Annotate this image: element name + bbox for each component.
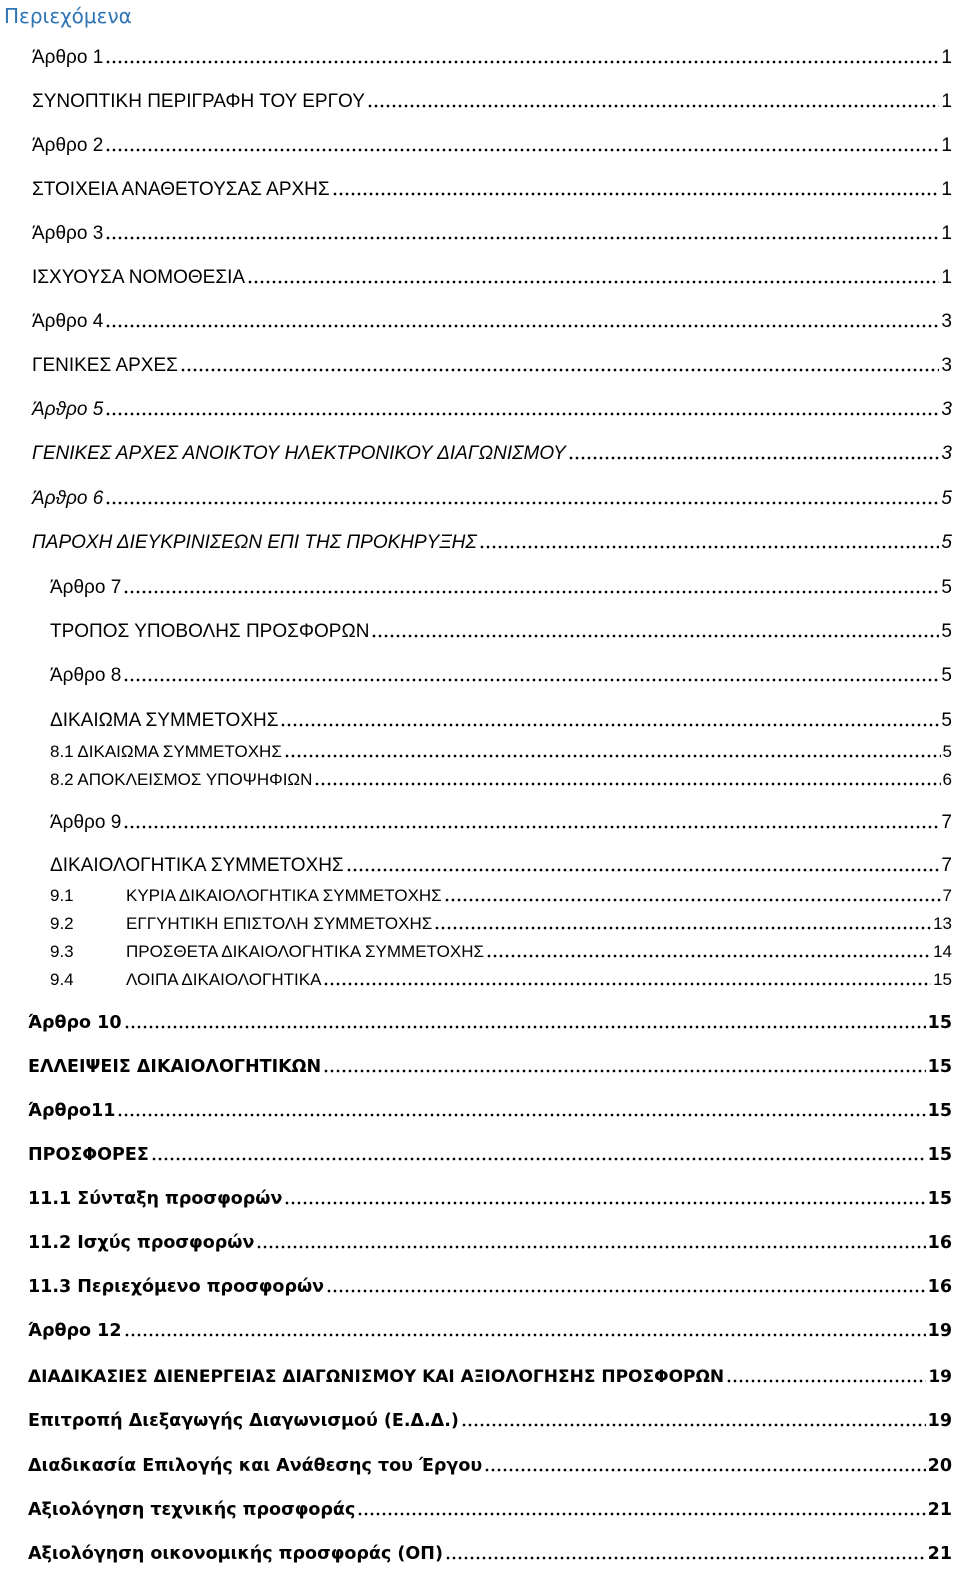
- toc-entry-page: 5: [941, 488, 960, 510]
- toc-entry-text: ΚΥΡΙΑ ΔΙΚΑΙΟΛΟΓΗΤΙΚΑ ΣΥΜΜΕΤΟΧΗΣ: [126, 886, 442, 905]
- toc-entry-page: 16: [928, 1277, 960, 1297]
- toc-entry[interactable]: [0, 1228, 960, 1258]
- toc-entry-page: 15: [928, 1101, 960, 1121]
- toc-entry-page: 20: [928, 1456, 960, 1476]
- toc-entry-label: Άρθρο 12: [0, 1321, 122, 1341]
- dot-leader: [124, 1333, 926, 1337]
- toc-entry-label: Άρθρο 7: [0, 577, 121, 599]
- toc-entry[interactable]: [0, 263, 960, 293]
- dot-leader: [371, 634, 939, 638]
- dot-leader: [323, 1069, 925, 1073]
- dot-leader: [256, 1245, 925, 1249]
- toc-entry[interactable]: [0, 851, 960, 881]
- toc-title: Περιεχόμενα: [4, 4, 132, 28]
- toc-entry-page: 1: [941, 267, 960, 289]
- toc-entry-label: Άρθρο11: [0, 1101, 115, 1121]
- toc-entry[interactable]: [0, 967, 960, 993]
- toc-entry-page: 5: [941, 665, 960, 687]
- toc-entry[interactable]: [0, 1316, 960, 1346]
- toc-entry-page: 7: [941, 812, 960, 834]
- dot-leader: [332, 192, 940, 196]
- toc-entry[interactable]: [0, 1008, 960, 1038]
- toc-entry[interactable]: [0, 767, 960, 793]
- toc-entry-page: 1: [941, 179, 960, 201]
- toc-entry[interactable]: [0, 1184, 960, 1214]
- toc-entry-label: Άρθρο 10: [0, 1013, 122, 1033]
- toc-entry[interactable]: [0, 808, 960, 838]
- toc-entry-label: 11.3 Περιεχόμενο προσφορών: [0, 1277, 324, 1297]
- dot-leader: [123, 678, 939, 682]
- toc-entry-label: 11.2 Ισχύς προσφορών: [0, 1233, 254, 1253]
- toc-entry-page: 15: [933, 970, 960, 990]
- dot-leader: [486, 954, 931, 958]
- dot-leader: [105, 324, 939, 328]
- toc-entry-page: 3: [941, 311, 960, 333]
- toc-entry-page: 1: [941, 223, 960, 245]
- toc-entry-label: Άρθρο 9: [0, 812, 121, 834]
- toc-entry[interactable]: [0, 87, 960, 117]
- toc-entry-page: 3: [941, 355, 960, 377]
- toc-entry[interactable]: [0, 484, 960, 514]
- toc-entry[interactable]: [0, 131, 960, 161]
- toc-entry-label: Επιτροπή Διεξαγωγής Διαγωνισμού (Ε.Δ.Δ.): [0, 1411, 459, 1431]
- toc-entry-number: 9.3: [50, 942, 74, 961]
- toc-entry-page: 3: [941, 399, 960, 421]
- dot-leader: [568, 456, 940, 460]
- toc-entry-page: 5: [941, 577, 960, 599]
- toc-entry[interactable]: [0, 1140, 960, 1170]
- toc-entry-page: 19: [928, 1367, 960, 1387]
- toc-entry-label: Άρθρο 1: [0, 47, 103, 69]
- toc-entry[interactable]: [0, 307, 960, 337]
- toc-entry[interactable]: [0, 939, 960, 965]
- toc-entry-label: Αξιολόγηση τεχνικής προσφοράς: [0, 1500, 355, 1520]
- toc-entry[interactable]: [0, 1451, 960, 1481]
- toc-entry-label: ΣΤΟΙΧΕΙΑ ΑΝΑΘΕΤΟΥΣΑΣ ΑΡΧΗΣ: [0, 179, 330, 201]
- toc-entry-label: 8.2 ΑΠΟΚΛΕΙΣΜΟΣ ΥΠΟΨΗΦΙΩΝ: [0, 770, 312, 790]
- toc-entry-label: ΓΕΝΙΚΕΣ ΑΡΧΕΣ: [0, 355, 178, 377]
- dot-leader: [326, 1289, 926, 1293]
- toc-entry[interactable]: [0, 739, 960, 765]
- toc-entry-page: 5: [943, 742, 960, 762]
- dot-leader: [346, 868, 940, 872]
- toc-entry[interactable]: [0, 1052, 960, 1082]
- dot-leader: [123, 825, 939, 829]
- toc-entry-label: Άρϑρο 5: [0, 399, 103, 421]
- toc-entry-label: [0, 942, 484, 962]
- dot-leader: [105, 60, 939, 64]
- toc-entry-text: ΠΡΟΣΘΕΤΑ ΔΙΚΑΙΟΛΟΓΗΤΙΚΑ ΣΥΜΜΕΤΟΧΗΣ: [126, 942, 484, 961]
- toc-entry-page: 21: [928, 1500, 960, 1520]
- dot-leader: [105, 236, 939, 240]
- toc-entry[interactable]: [0, 1096, 960, 1126]
- toc-entry[interactable]: [0, 883, 960, 909]
- toc-entry[interactable]: [0, 175, 960, 205]
- dot-leader: [444, 898, 941, 902]
- toc-entry-page: 19: [928, 1321, 960, 1341]
- toc-entry-number: 9.2: [50, 914, 74, 933]
- dot-leader: [117, 1113, 925, 1117]
- toc-entry-page: 1: [941, 91, 960, 113]
- toc-entry[interactable]: [0, 706, 960, 736]
- toc-entry-label: ΠΡΟΣΦΟΡΕΣ: [0, 1145, 149, 1165]
- toc-entry-number: 9.4: [50, 970, 74, 989]
- dot-leader: [284, 754, 941, 758]
- toc-entry-page: 19: [928, 1411, 960, 1431]
- toc-entry-label: [0, 886, 442, 906]
- dot-leader: [357, 1512, 925, 1516]
- toc-entry-page: 21: [928, 1544, 960, 1564]
- toc-entry-label: Άρθρο 8: [0, 665, 121, 687]
- toc-entry-label: [0, 914, 432, 934]
- dot-leader: [367, 104, 940, 108]
- dot-leader: [105, 148, 939, 152]
- toc-entry-page: 3: [941, 443, 960, 465]
- toc-entry-page: 1: [941, 135, 960, 157]
- toc-entry-label: ΔΙΚΑΙΩΜΑ ΣΥΜΜΕΤΟΧΗΣ: [0, 710, 278, 732]
- toc-entry-text: ΕΓΓΥΗΤΙΚΗ ΕΠΙΣΤΟΛΗ ΣΥΜΜΕΤΟΧΗΣ: [126, 914, 433, 933]
- toc-entry-page: 5: [941, 532, 960, 554]
- toc-entry-label: Άρϑρο 6: [0, 488, 103, 510]
- toc-entry-page: 7: [943, 886, 960, 906]
- toc-entry[interactable]: [0, 395, 960, 425]
- dot-leader: [247, 280, 939, 284]
- toc-entry-page: 14: [933, 942, 960, 962]
- toc-entry-label: ΔΙΑΔΙΚΑΣΙΕΣ ΔΙΕΝΕΡΓΕΙΑΣ ΔΙΑΓΩΝΙΣΜΟΥ ΚΑΙ ΑΞΙΟΛΟΓΗΣΗΣ ΠΡΟΣΦΟΡΩΝ: [0, 1367, 724, 1387]
- dot-leader: [123, 590, 939, 594]
- dot-leader: [105, 501, 939, 505]
- toc-entry-label: ΔΙΚΑΙΟΛΟΓΗΤΙΚΑ ΣΥΜΜΕΤΟΧΗΣ: [0, 855, 344, 877]
- toc-entry[interactable]: [0, 1362, 960, 1392]
- toc-entry[interactable]: [0, 911, 960, 937]
- dot-leader: [726, 1379, 926, 1383]
- toc-entry-label: 8.1 ΔΙΚΑΙΩΜΑ ΣΥΜΜΕΤΟΧΗΣ: [0, 742, 282, 762]
- toc-entry-label: ΙΣΧΥΟΥΣΑ ΝΟΜΟΘΕΣΙΑ: [0, 267, 245, 289]
- toc-entry-label: ΕΛΛΕΙΨΕΙΣ ΔΙΚΑΙΟΛΟΓΗΤΙΚΩΝ: [0, 1057, 321, 1077]
- toc-entry-label: Άρθρο 4: [0, 311, 103, 333]
- dot-leader: [484, 1468, 925, 1472]
- toc-entry-label: ΤΡΟΠΟΣ ΥΠΟΒΟΛΗΣ ΠΡΟΣΦΟΡΩΝ: [0, 621, 369, 643]
- toc-entry[interactable]: [0, 573, 960, 603]
- toc-entry-page: 5: [941, 621, 960, 643]
- toc-entry-page: 7: [941, 855, 960, 877]
- toc-entry-page: 13: [933, 914, 960, 934]
- toc-entry-page: 6: [943, 770, 960, 790]
- toc-entry-label: ΠΑΡΟΧΗ ΔΙΕΥΚΡΙΝΙΣΕΩΝ ΕΠΙ ΤΗΣ ΠΡΟΚΗΡΥΞΗΣ: [0, 532, 477, 554]
- dot-leader: [180, 368, 940, 372]
- toc-entry-label: Διαδικασία Επιλογής και Ανάθεσης του Έργου: [0, 1456, 482, 1476]
- toc-entry-page: 15: [928, 1145, 960, 1165]
- dot-leader: [314, 782, 940, 786]
- toc-entry[interactable]: [0, 1406, 960, 1436]
- toc-entry-label: Άρθρο 2: [0, 135, 103, 157]
- dot-leader: [280, 723, 939, 727]
- dot-leader: [124, 1025, 926, 1029]
- toc-entry[interactable]: [0, 1539, 960, 1569]
- dot-leader: [434, 926, 931, 930]
- toc-entry-label: 11.1 Σύνταξη προσφορών: [0, 1189, 282, 1209]
- toc-entry-page: 1: [941, 47, 960, 69]
- dot-leader: [479, 545, 940, 549]
- toc-entry-label: [0, 970, 321, 990]
- toc-entry[interactable]: [0, 1272, 960, 1302]
- toc-entry-page: 5: [941, 710, 960, 732]
- toc-entry-label: Αξιολόγηση οικονομικής προσφοράς (ΟΠ): [0, 1544, 443, 1564]
- toc-entry[interactable]: [0, 219, 960, 249]
- toc-entry[interactable]: [0, 1495, 960, 1525]
- toc-entry-page: 15: [928, 1013, 960, 1033]
- toc-entry[interactable]: [0, 439, 960, 469]
- dot-leader: [105, 412, 939, 416]
- toc-entry-label: ΓΕΝΙΚΕΣ ΑΡΧΕΣ ΑΝΟΙΚΤΟΥ ΗΛΕΚΤΡΟΝΙΚΟΥ ΔΙΑΓΩΝΙΣΜΟΥ: [0, 443, 566, 465]
- dot-leader: [151, 1157, 926, 1161]
- toc-entry-page: 15: [928, 1189, 960, 1209]
- toc-entry-page: 16: [928, 1233, 960, 1253]
- dot-leader: [445, 1556, 926, 1560]
- toc-entry[interactable]: [0, 617, 960, 647]
- dot-leader: [284, 1201, 925, 1205]
- toc-entry[interactable]: [0, 351, 960, 381]
- dot-leader: [323, 982, 931, 986]
- toc-entry-label: Άρθρο 3: [0, 223, 103, 245]
- toc-entry-text: ΛΟΙΠΑ ΔΙΚΑΙΟΛΟΓΗΤΙΚΑ: [126, 970, 322, 989]
- dot-leader: [461, 1423, 926, 1427]
- toc-entry-number: 9.1: [50, 886, 74, 905]
- toc-entry-label: ΣΥΝΟΠΤΙΚΗ ΠΕΡΙΓΡΑΦΗ ΤΟΥ ΕΡΓΟΥ: [0, 91, 365, 113]
- toc-entry[interactable]: [0, 528, 960, 558]
- toc-entry-page: 15: [928, 1057, 960, 1077]
- toc-entry[interactable]: [0, 43, 960, 73]
- toc-entry[interactable]: [0, 661, 960, 691]
